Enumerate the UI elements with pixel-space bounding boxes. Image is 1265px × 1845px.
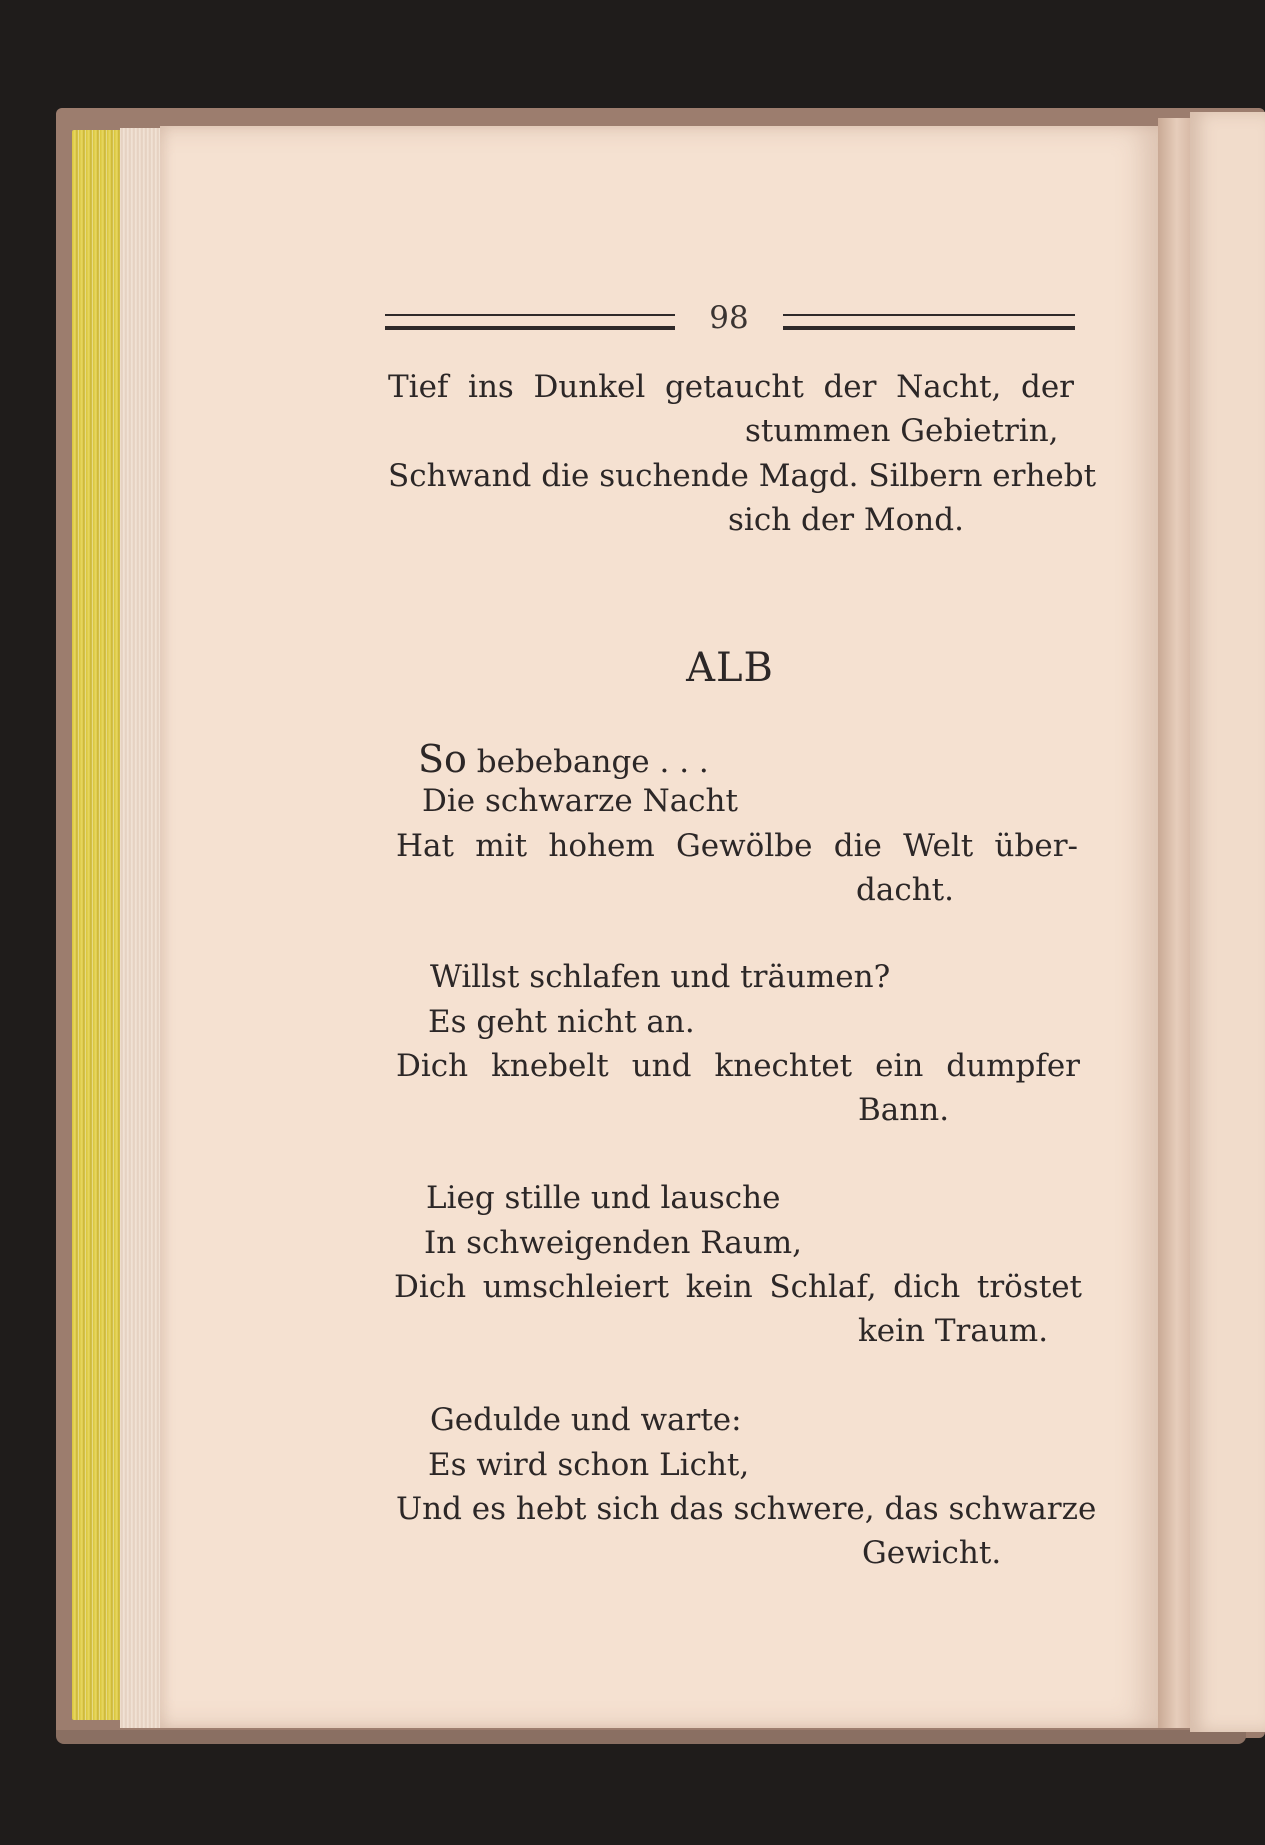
page-header [385,300,1075,340]
prev-poem-line-1: Tief ins Dunkel getaucht der Nacht, der [388,369,1074,405]
prev-poem-line-3: Schwand die suchende Magd. Silbern erhebt [388,458,1097,494]
poem-drop-cap: So [418,737,467,781]
stanza4-line-4: Gewicht. [862,1535,1002,1571]
stanza1-line-2: Hat mit hohem Gewölbe die Welt über- [396,828,1078,864]
stanza2-line-2: Es geht nicht an. [428,1004,695,1040]
prev-poem-line-2: stummen Gebietrin, [745,413,1059,449]
poem-first-line [418,737,709,781]
page-number: 98 [709,300,749,336]
poem-title: ALB [686,645,774,691]
stanza1-line-1: Die schwarze Nacht [422,783,738,819]
book-gutter [1158,118,1192,1728]
stanza1-line-3: dacht. [856,872,954,908]
stanza2-line-3: Dich knebelt und knechtet ein dumpfer [396,1048,1080,1084]
facing-page-edge [1190,112,1265,1732]
stanza2-line-1: Willst schlafen und träumen? [430,959,891,995]
header-rule-right [783,314,1075,330]
page-block-edges [120,128,165,1728]
stanza3-line-1: Lieg stille und lausche [426,1180,781,1216]
stanza2-line-4: Bann. [858,1092,950,1128]
stanza4-line-2: Es wird schon Licht, [428,1447,750,1483]
stanza3-line-2: In schweigenden Raum, [424,1225,803,1261]
book-page [160,126,1160,1728]
header-rule-left [385,314,675,330]
stanza4-line-3: Und es hebt sich das schwere, das schwarze [396,1491,1097,1527]
stanza4-line-1: Gedulde und warte: [430,1402,742,1438]
poem-first-line-rest: bebebange . . . [466,744,709,780]
stanza3-line-4: kein Traum. [858,1313,1049,1349]
stanza3-line-3: Dich umschleiert kein Schlaf, dich tröstet [394,1269,1082,1305]
prev-poem-line-4: sich der Mond. [728,502,964,538]
